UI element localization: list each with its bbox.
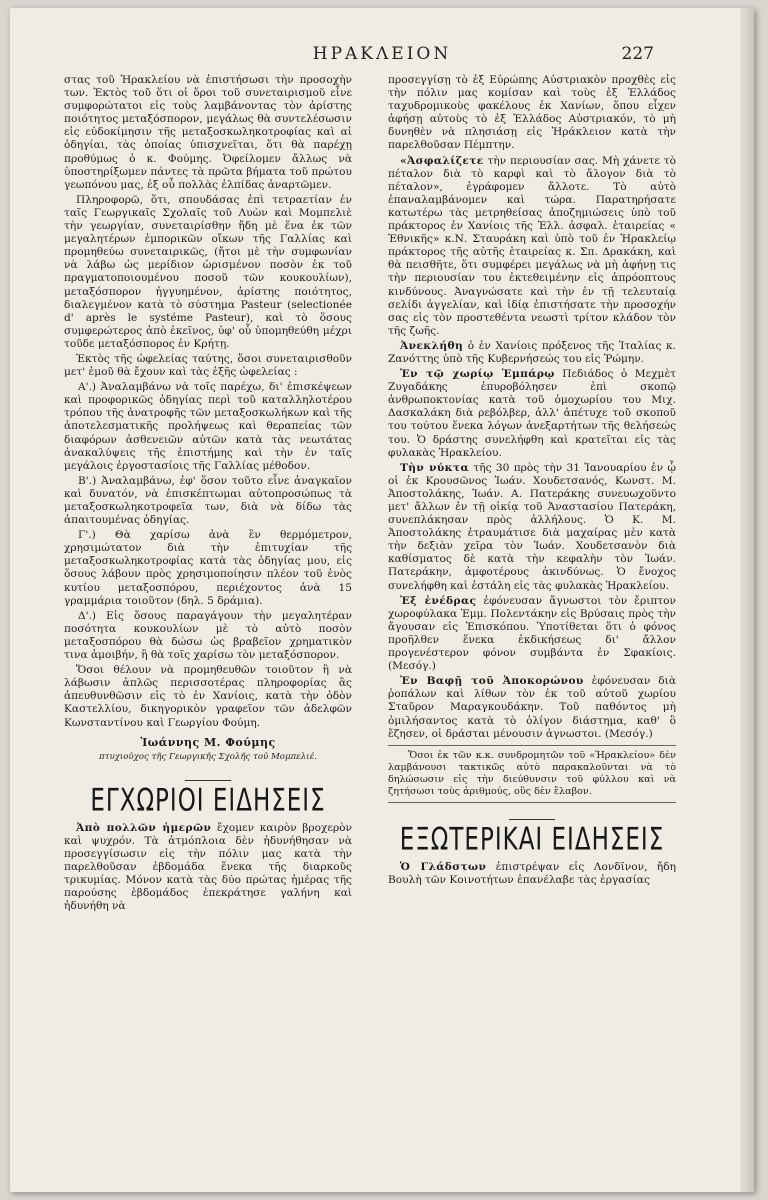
newspaper-title: ΗΡΑΚΛΕΙΟΝ [312, 44, 452, 64]
news-item [388, 155, 676, 338]
running-head [10, 44, 754, 66]
news-item [64, 822, 352, 914]
section-title-local-news: ΕΓΧΩΡΙΟΙ ΕΙΔΗΣΕΙΣ [90, 783, 326, 819]
news-text: ἐφόνευσαν διὰ ῥοπάλων καὶ λίθων τὸν ἐκ τοῦ αὐτοῦ χωρίου Σταῦρον Μαραγκουδάκην. Τοῦ παθόντος μὴ ὁμιλήσαντος κατὰ τὸ ὀλίγον διάστημα, καθ' ὃ ἔζησεν, οἱ δράσται μένουσιν ἀγνωστοι. (Μεσόγ.) [388, 675, 676, 740]
news-text: ἐπιστρέψαν εἰς Λονδῖνον, ἤδη Βουλὴ τῶν Κοινοτήτων ἐπανέλαβε τὰς ἐργασίας [388, 860, 676, 886]
divider [388, 745, 676, 746]
page-edge [740, 8, 754, 1192]
divider [388, 802, 676, 803]
news-text: ὁ ἐν Χανίοις πρόξενος τῆς Ἰταλίας κ. Ζανόττης ὑπὸ τῆς Κυβερνήσεώς του εἰς Ῥώμην. [388, 339, 676, 365]
news-lead: Ἐξ ἐνέδρας [400, 594, 477, 607]
benefit-item-c: Γ'.) Θὰ χαρίσω ἀνὰ ἓν θερμόμετρον, χρησιμώτατον διὰ τὴν ἐπιτυχίαν τῆς μεταξοσκωληκοτροφίας κατὰ τὰς ὁδηγίας μου, εἰς ὅσους λάβουν πρὸς χρησιμοποίησιν πλέον τοῦ ἑνὸς κυτίου μεταξοσπόρου, περιέχοντος ἀνὰ 15 γραμμάρια τοιοῦτον (δηλ. 5 δράμια). [64, 529, 352, 607]
article-continuation: στας τοῦ Ἡρακλείου νὰ ἐπιστήσωσι τὴν προσοχὴν των. Ἐκτὸς τοῦ ὅτι οἱ ὅροι τοῦ συνεταιρισμοῦ εἶνε συμφορώτατοι εἰς τοὺς λαμβάνοντας τὸν ἀρίστης ποιότητος μεταξόσπορον, μεγάλως θὰ συντελέσωσιν εἰς εὐδοκίμησιν τῆς μεταξοσκωληκοτροφίας καὶ αἱ ὁδηγίαι, τὰς ὁποίας ὑπισχνεῖται, ὅτι θὰ παρέχῃ προθύμως ὁ κ. Φούμης. Ὀφείλομεν ἄλλως νὰ ὑποστηρίξωμεν πάντες τὰ πρῶτα βήματα τοῦ πρώτου γεωπόνου μας, ἐξ οὗ πολλὰς ἐλπίδας ἀναρτῶμεν. [64, 74, 352, 191]
news-text: ἔχομεν καιρὸν βροχερὸν καὶ ψυχρόν. Τὰ ἀτμόπλοια δὲν ἠδυνήθησαν νὰ προσεγγίσωσιν εἰς τὴν πόλιν μας κατὰ τὴν παρελθοῦσαν ἑβδομάδα ἕνεκα τῆς διαρκοῦς τρικυμίας. Μόνον κατὰ τὰς δύο πρώτας ἡμέρας τῆς παρούσης ἑβδομάδος ἐπεκράτησε γαλήνη καὶ ἠδυνήθη νὰ [64, 821, 352, 913]
news-item [388, 861, 676, 887]
newspaper-page [10, 8, 754, 1192]
signature-title: πτυχιοῦχος τῆς Γεωργικῆς Σχολῆς τοῦ Μομπελιέ. [99, 751, 317, 762]
left-column [64, 74, 352, 916]
page-number: 227 [621, 44, 654, 64]
news-text: τῆς 30 πρὸς τὴν 31 Ἰανουαρίου ἐν ᾧ οἱ ἐκ Κρουσῶνος Ἰωάν. Χουδετσανός, Κωνστ. Μ. Ἀποστολάκης, Ἰωάν. Α. Πατεράκης συνευωχοῦντο μετ' ἄλλων ἐν τῇ οἰκίᾳ τοῦ Ἀναστασίου Πατεράκη, συνεπλάκησαν πρὸς ἀλλήλους. Ὁ Κ. Μ. Ἀποστολάκης ἐτραυμάτισε διὰ μαχαίρας μὲν κατὰ τὴν δεξιὰν χεῖρα τὸν Ἰωάν. Χουδετσανὸν διὰ καθίσματος δὲ κατὰ τὴν κεφαλὴν τὸν Ἰωάν. Πατεράκην, ἀμφοτέρους ἀκινδύνως. Ὁ ἔνοχος συνελήφθη καὶ ἐστάλη εἰς τὰς φυλακὰς Ἡρακλείου. [388, 461, 676, 592]
news-text: Πεδιάδος ὁ Μεχμὲτ Ζυγαδάκης ἐπυροβόλησεν ἐπὶ σκοπῷ ἀνθρωποκτονίας κατὰ τοῦ ὁμοχωρίου του Μιχ. Δασκαλάκη διὰ ρεβόλβερ, ἀλλ' ἀπέτυχε τοῦ σκοποῦ του τούτου ἕνεκα λόγων ἀνεξαρτήτων τῆς θελήσεώς του. Ὁ δράστης συνελήφθη καὶ κρατεῖται εἰς τὰς φυλακὰς Ἡρακλείου. [388, 368, 676, 459]
news-lead: Ἀνεκλήθη [400, 339, 464, 352]
benefit-item-a: Α'.) Ἀναλαμβάνω νὰ τοῖς παρέχω, δι' ἐπισκέψεων καὶ προφορικῶς ὁδηγίας περὶ τοῦ καταλληλοτέρου τρόπου τῆς ἀνατροφῆς τῶν μεταξοσκωλήκων καὶ τῆς ἀποτελεσματικῆς προλήψεως καὶ θεραπείας τῶν διαφόρων ἀσθενειῶν αὐτῶν κατὰ τὰς νεωτάτας ἀνακαλύψεις τῆς ἐπιστήμης καὶ τὴν ἐν ταῖς μεγάλοις ἐργοστασίοις τῆς Γαλλίας μέθοδον. [64, 381, 352, 472]
subscriber-note [388, 750, 676, 798]
news-item [388, 675, 676, 740]
news-item [388, 340, 676, 366]
advert-paragraph: Ὅσοι θέλουν νὰ προμηθευθῶν τοιοῦτον ἢ νὰ λάβωσιν ἁπλῶς περισσοτέρας πληροφορίας ἂς ἀπευθυνθῶσιν εἰς τὸ ἐν Χανίοις, κατὰ τὴν ὁδὸν Καστελλίου, δικηγορικὸν γραφεῖον τῶν ἀδελφῶν Κωνσταντίνου καὶ Γεωργίου Φούμη. [64, 664, 352, 729]
news-lead: Ἐν τῷ χωρίῳ Ἐμπάρῳ [400, 368, 555, 381]
news-text: ἐφόνευσαν ἄγνωστοι τὸν ἔριπτον χωροφύλακα Ἐμμ. Πολεντάκην εἰς Βρύσαις πρὸς τὴν ἄγουσαν εἰς Ἐπισκόπου. Ὑποτίθεται ὅτι ὁ φόνος προῆλθεν ἕνεκα ἐκδικήσεως δι' ἄλλον προγενέστερον φόνον συμβάντα ἐν Σφακίοις. (Μεσόγ.) [388, 594, 676, 673]
benefit-item-d: Δ'.) Εἰς ὅσους παραγάγουν τὴν μεγαλητέραν ποσότητα κουκουλίων μὲ τὸ αὐτὸ ποσὸν μεταξοσπόρου θὰ δώσω ὡς βραβεῖον χρηματικὸν τινα ἀμοιβήν, ἢ θὰ τοῖς χαρίσω τὸν μεταξόσπορον. [64, 609, 352, 662]
advert-paragraph: Πληροφορῶ, ὅτι, σπουδάσας ἐπὶ τετραετίαν ἐν ταῖς Γεωργικαῖς Σχολαῖς τοῦ Λυὼν καὶ Μομπελιὲ τὴν γεωργίαν, συνεταιρίσθην ἤδη μὲ ἕνα ἐκ τῶν μεγαλητέρων ἐμπορικῶν οἴκων τῆς Γαλλίας καὶ προμηθεύω συνεταιρικῶς, (ἤτοι μὲ τὴν συμφωνίαν νὰ λάβω ὡς μερίδιον ὡρισμένον ποσὸν ἐκ τοῦ πραγματοποιουμένου ποσοῦ τῶν κουκουλίων), μεταξόσπορον ἠγγυημένον, ἀρίστης ποιότητος, διαλεγμένον κατὰ τὸ σύστημα Pasteur (selectionée d' après le systéme Pasteur), καὶ τὸ ὅσους συμφερώτερος ἀπὸ ἐκεῖνος, ὑφ' οὗ ὑπομηθεύθη μέχρι τοῦδε μεταξόσπορος ἐν Κρήτῃ. [64, 193, 352, 350]
news-lead: Ὁ Γλάδστων [400, 860, 487, 873]
divider [185, 780, 231, 781]
news-lead: «Ἀσφαλίζετε [400, 154, 484, 167]
note-text: Ὅσοι ἐκ τῶν κ.κ. συνδρομητῶν τοῦ «Ἡρακλείου» δὲν λαμβάνουσι τακτικῶς αὐτὸ παρακαλοῦνται νὰ τὸ δηλώσωσιν εἰς τὴν διεύθυνσιν τοῦ φύλλου καὶ νὰ ζητήσωσι τοὺς ἀριθμούς, οὓς δὲν ἔλαβον. [388, 749, 676, 797]
news-continuation: προσεγγίσῃ τὸ ἐξ Εὐρώπης Αὐστριακὸν προχθὲς εἰς τὴν πόλιν μας κομίσαν καὶ τοὺς ἐξ Ἑλλάδος ταχυδρομικοὺς φακέλους ἐκ Χανίων, ὅπου εἶχεν ἀφήσῃ αὐτοὺς τὸ ἐξ Ἑλλάδος Αὐστριακόν, τὸ μὴ δυνηθὲν νὰ πλησιάσῃ εἰς Ἡράκλειον κατὰ τὴν παρελθοῦσαν Πέμπτην. [388, 74, 676, 152]
advert-paragraph: Ἐκτὸς τῆς ὠφελείας ταύτης, ὅσοι συνεταιρισθοῦν μετ' ἐμοῦ θὰ ἔχουν καὶ τὰς ἑξῆς ὠφελείας : [64, 352, 352, 379]
section-title-foreign-news: ΕΞΩΤΕΡΙΚΑΙ ΕΙΔΗΣΕΙΣ [399, 821, 665, 858]
right-column [388, 74, 676, 889]
news-item [388, 595, 676, 674]
news-lead: Ἀπὸ πολλῶν ἡμερῶν [76, 821, 212, 834]
signature: Ἰωάννης Μ. Φούμης [140, 735, 276, 749]
benefit-item-b: Β'.) Ἀναλαμβάνω, ἐφ' ὅσον τοῦτο εἶνε ἀναγκαῖον καὶ δυνατόν, νὰ ἐπισκέπτωμαι αὐτοπροσώπως τὰ μεταξοσκωληκοτροφεῖα των, διὰ νὰ δίδω τὰς ἀπαιτουμένας ὁδηγίας. [64, 474, 352, 527]
news-item [388, 368, 676, 460]
news-lead: Ἐν Βαφῇ τοῦ Ἀποκορώνου [400, 675, 584, 688]
news-lead: Τὴν νύκτα [400, 461, 470, 474]
news-text: τὴν περιουσίαν σας. Μὴ χάνετε τὸ πέταλον διὰ τὸ καρφὶ καὶ τὸ ἄλογον διὰ τὸ πέταλον», ἐγράφομεν ἄλλοτε. Τὸ αὐτὸ ἐπαναλαμβάνομεν καὶ τώρα. Παρατηρήσατε κατωτέρω τὰς μετρηθείσας ἀποζημιώσεις ὑπὸ τοῦ πράκτορος ἐν Χανίοις τῆς Ἑλλ. ἀσφαλ. ἑταιρείας « Ἐθνικῆς» κ.Ν. Σταυράκη καὶ ὑπὸ τοῦ ἐν Ἡρακλείῳ πράκτορος τῆς αὐτῆς ἑταιρείας κ. Σπ. Δρακάκη, καὶ θὰ πεισθῆτε, ὅτι συμφέρει μεγάλως νὰ μὴ ἀφήνῃ τις τὴν περιουσίαν του ἐκτεθειμένην εἰς ἀπρόοπτους κινδύνους. Ἀναγνώσατε καὶ τὴν ἐν τῇ τελευταίᾳ σελίδι ἀγγελίαν, καὶ ἰδίᾳ ἐπιστήσατε τὴν προσοχήν σας εἰς τὸν προστεθέντα νεωστὶ τρίτον κλάδον τὸν τῆς ζωῆς. [388, 154, 676, 337]
news-item [388, 462, 676, 593]
divider [509, 819, 555, 820]
